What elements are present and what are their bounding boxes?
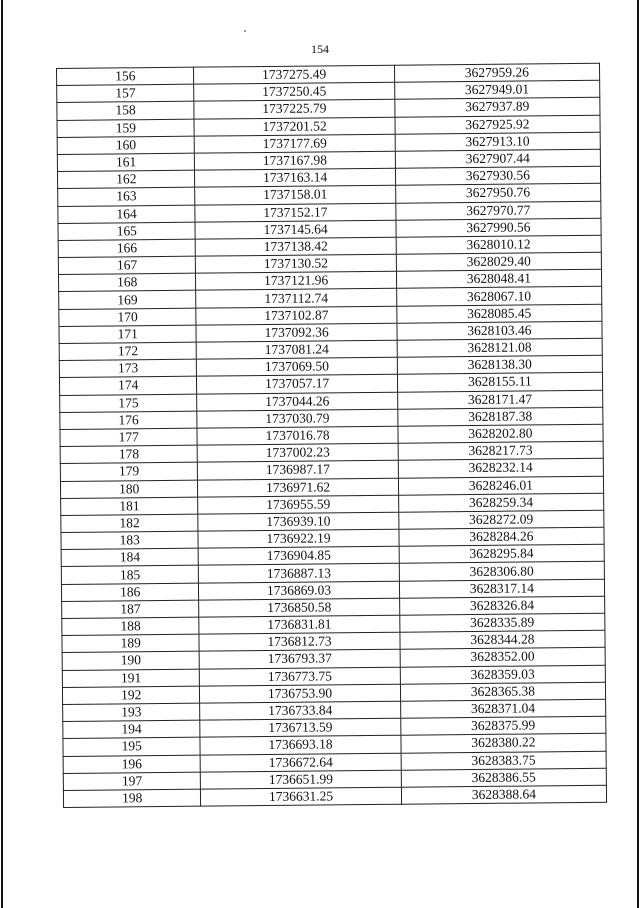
y-coordinate-cell: 3627959.26 (394, 63, 599, 82)
point-number-cell: 168 (58, 273, 196, 292)
y-coordinate-cell: 3627949.01 (394, 80, 599, 99)
y-coordinate-cell: 3628048.41 (396, 270, 601, 289)
point-number-cell: 170 (59, 308, 197, 327)
y-coordinate-cell: 3627907.44 (395, 149, 600, 168)
y-coordinate-cell: 3628317.14 (399, 579, 604, 598)
point-number-cell: 185 (61, 566, 199, 585)
point-number-cell: 197 (63, 772, 201, 791)
point-number-cell: 162 (57, 170, 195, 189)
x-coordinate-cell: 1737201.52 (194, 117, 394, 136)
y-coordinate-cell: 3628326.84 (399, 596, 604, 615)
point-number-cell: 161 (57, 153, 195, 172)
point-number-cell: 195 (63, 737, 201, 756)
y-coordinate-cell: 3628375.99 (400, 716, 605, 735)
x-coordinate-cell: 1736672.64 (201, 753, 401, 772)
y-coordinate-cell: 3627970.77 (396, 201, 601, 220)
x-coordinate-cell: 1737138.42 (196, 237, 396, 256)
y-coordinate-cell: 3628352.00 (400, 648, 605, 667)
y-coordinate-cell: 3628383.75 (401, 751, 606, 770)
x-coordinate-cell: 1736971.62 (198, 478, 398, 497)
x-coordinate-cell: 1737102.87 (196, 306, 396, 325)
x-coordinate-cell: 1737130.52 (196, 254, 396, 273)
y-coordinate-cell: 3628187.38 (397, 407, 602, 426)
point-number-cell: 190 (62, 652, 200, 671)
x-coordinate-cell: 1736939.10 (198, 512, 398, 531)
y-coordinate-cell: 3628121.08 (397, 338, 602, 357)
point-number-cell: 180 (60, 480, 198, 499)
x-coordinate-cell: 1736887.13 (199, 564, 399, 583)
x-coordinate-cell: 1737167.98 (195, 151, 395, 170)
x-coordinate-cell: 1736869.03 (199, 581, 399, 600)
point-number-cell: 157 (57, 84, 195, 103)
y-coordinate-cell: 3628202.80 (398, 424, 603, 443)
point-number-cell: 184 (61, 548, 199, 567)
x-coordinate-cell: 1736733.84 (200, 701, 400, 720)
scan-border-left (1, 0, 3, 908)
x-coordinate-cell: 1736850.58 (199, 598, 399, 617)
x-coordinate-cell: 1736753.90 (200, 684, 400, 703)
y-coordinate-cell: 3628103.46 (397, 321, 602, 340)
point-number-cell: 176 (60, 411, 198, 430)
x-coordinate-cell: 1737016.78 (197, 426, 397, 445)
point-number-cell: 181 (61, 497, 199, 516)
x-coordinate-cell: 1736812.73 (199, 632, 399, 651)
y-coordinate-cell: 3627950.76 (395, 184, 600, 203)
x-coordinate-cell: 1737145.64 (195, 220, 395, 239)
point-number-cell: 193 (63, 703, 201, 722)
y-coordinate-cell: 3628388.64 (401, 785, 606, 804)
y-coordinate-cell: 3628171.47 (397, 390, 602, 409)
y-coordinate-cell: 3628380.22 (401, 734, 606, 753)
point-number-cell: 186 (61, 583, 199, 602)
x-coordinate-cell: 1736651.99 (201, 770, 401, 789)
x-coordinate-cell: 1737081.24 (197, 340, 397, 359)
scan-speck (244, 30, 246, 32)
point-number-cell: 175 (60, 394, 198, 413)
y-coordinate-cell: 3628217.73 (398, 441, 603, 460)
x-coordinate-cell: 1737121.96 (196, 271, 396, 290)
y-coordinate-cell: 3628295.84 (399, 545, 604, 564)
y-coordinate-cell: 3628155.11 (397, 373, 602, 392)
point-number-cell: 188 (62, 617, 200, 636)
y-coordinate-cell: 3628344.28 (400, 630, 605, 649)
y-coordinate-cell: 3627930.56 (395, 166, 600, 185)
y-coordinate-cell: 3628386.55 (401, 768, 606, 787)
y-coordinate-cell: 3627990.56 (396, 218, 601, 237)
x-coordinate-cell: 1736922.19 (198, 529, 398, 548)
y-coordinate-cell: 3628272.09 (398, 510, 603, 529)
point-number-cell: 196 (63, 755, 201, 774)
point-number-cell: 183 (61, 531, 199, 550)
x-coordinate-cell: 1737092.36 (196, 323, 396, 342)
point-number-cell: 187 (62, 600, 200, 619)
x-coordinate-cell: 1736773.75 (200, 667, 400, 686)
y-coordinate-cell: 3628246.01 (398, 476, 603, 495)
x-coordinate-cell: 1737177.69 (195, 134, 395, 153)
x-coordinate-cell: 1736955.59 (198, 495, 398, 514)
point-number-cell: 172 (59, 342, 197, 361)
y-coordinate-cell: 3628085.45 (397, 304, 602, 323)
point-number-cell: 159 (57, 119, 195, 138)
x-coordinate-cell: 1737163.14 (195, 168, 395, 187)
point-number-cell: 160 (57, 136, 195, 155)
point-number-cell: 156 (57, 67, 195, 86)
y-coordinate-cell: 3628359.03 (400, 665, 605, 684)
y-coordinate-cell: 3628306.80 (399, 562, 604, 581)
y-coordinate-cell: 3627937.89 (395, 98, 600, 117)
point-number-cell: 178 (60, 445, 198, 464)
y-coordinate-cell: 3628067.10 (396, 287, 601, 306)
x-coordinate-cell: 1737225.79 (194, 100, 394, 119)
y-coordinate-cell: 3628365.38 (400, 682, 605, 701)
point-number-cell: 164 (58, 205, 196, 224)
x-coordinate-cell: 1737069.50 (197, 357, 397, 376)
x-coordinate-cell: 1736831.81 (199, 615, 399, 634)
x-coordinate-cell: 1736713.59 (200, 718, 400, 737)
x-coordinate-cell: 1737158.01 (195, 186, 395, 205)
y-coordinate-cell: 3628010.12 (396, 235, 601, 254)
x-coordinate-cell: 1737002.23 (198, 443, 398, 462)
point-number-cell: 179 (60, 462, 198, 481)
x-coordinate-cell: 1736693.18 (200, 736, 400, 755)
point-number-cell: 163 (58, 187, 196, 206)
x-coordinate-cell: 1737275.49 (194, 65, 394, 84)
point-number-cell: 165 (58, 222, 196, 241)
x-coordinate-cell: 1737250.45 (194, 82, 394, 101)
y-coordinate-cell: 3628232.14 (398, 459, 603, 478)
x-coordinate-cell: 1737030.79 (197, 409, 397, 428)
point-number-cell: 166 (58, 239, 196, 258)
x-coordinate-cell: 1736987.17 (198, 461, 398, 480)
scan-border-right (637, 0, 639, 908)
y-coordinate-cell: 3628371.04 (400, 699, 605, 718)
point-number-cell: 169 (59, 291, 197, 310)
y-coordinate-cell: 3627925.92 (395, 115, 600, 134)
x-coordinate-cell: 1737152.17 (195, 203, 395, 222)
coordinate-table (56, 63, 607, 808)
y-coordinate-cell: 3627913.10 (395, 132, 600, 151)
y-coordinate-cell: 3628138.30 (397, 355, 602, 374)
point-number-cell: 167 (58, 256, 196, 275)
x-coordinate-cell: 1736904.85 (199, 546, 399, 565)
point-number-cell: 182 (61, 514, 199, 533)
point-number-cell: 194 (63, 720, 201, 739)
y-coordinate-cell: 3628335.89 (399, 613, 604, 632)
y-coordinate-cell: 3628259.34 (398, 493, 603, 512)
x-coordinate-cell: 1737044.26 (197, 392, 397, 411)
point-number-cell: 177 (60, 428, 198, 447)
point-number-cell: 174 (59, 377, 197, 396)
y-coordinate-cell: 3628029.40 (396, 252, 601, 271)
point-number-cell: 192 (62, 686, 200, 705)
point-number-cell: 198 (63, 789, 201, 808)
x-coordinate-cell: 1737112.74 (196, 289, 396, 308)
y-coordinate-cell: 3628284.26 (399, 527, 604, 546)
x-coordinate-cell: 1736793.37 (200, 650, 400, 669)
x-coordinate-cell: 1737057.17 (197, 375, 397, 394)
point-number-cell: 158 (57, 102, 195, 121)
point-number-cell: 173 (59, 359, 197, 378)
point-number-cell: 191 (62, 669, 200, 688)
coordinate-table-body (57, 63, 607, 807)
x-coordinate-cell: 1736631.25 (201, 787, 401, 806)
page-number: 154 (311, 42, 329, 56)
point-number-cell: 171 (59, 325, 197, 344)
point-number-cell: 189 (62, 634, 200, 653)
